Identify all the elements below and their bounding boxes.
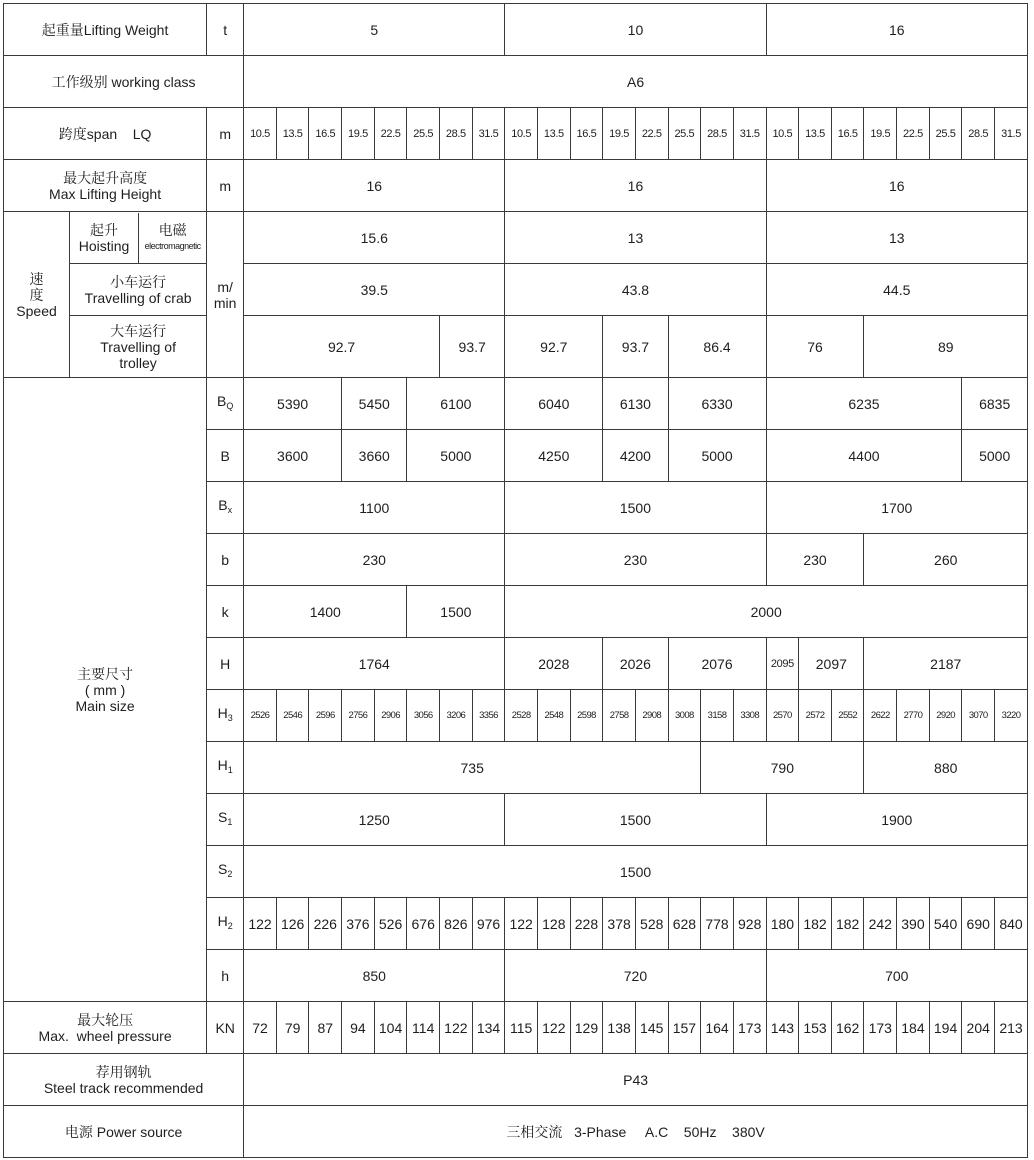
B-cell: 5000: [962, 430, 1028, 482]
span-cell: 28.5: [962, 108, 995, 160]
steel-track-label-en: Steel track recommended: [43, 1079, 204, 1096]
H2-cell: 182: [799, 898, 832, 950]
main-size-label: [4, 378, 207, 1002]
working-class-label: 工作级别 working class: [4, 56, 244, 108]
hoisting-label-cell: [70, 212, 207, 264]
row-span: [4, 108, 1028, 160]
H2-cell: 976: [472, 898, 505, 950]
H2-cell: 180: [766, 898, 799, 950]
wheel-cell: 164: [701, 1002, 734, 1054]
row-speed-hoisting: [4, 212, 1028, 264]
max-height-label-en: Max Lifting Height: [49, 185, 162, 202]
H3-cell: 3158: [701, 690, 734, 742]
crab-cell: 43.8: [505, 264, 766, 316]
trolley-label-cn: 大车运行: [110, 322, 167, 339]
wheel-cell: 122: [440, 1002, 473, 1054]
h-cell: 700: [766, 950, 1027, 1002]
power-source-label: 电源 Power source: [4, 1106, 244, 1158]
row-power-source: [4, 1106, 1028, 1158]
H1-symbol-main: H: [217, 757, 228, 773]
span-cell: 13.5: [537, 108, 570, 160]
steel-track-label: [4, 1054, 244, 1106]
Bx-symbol-main: B: [218, 497, 228, 513]
wheel-cell: 153: [799, 1002, 832, 1054]
wheel-cell: 122: [537, 1002, 570, 1054]
span-cell: 25.5: [407, 108, 440, 160]
row-steel-track: [4, 1054, 1028, 1106]
H3-symbol: [207, 690, 244, 742]
span-cell: 10.5: [505, 108, 538, 160]
span-cell: 25.5: [929, 108, 962, 160]
wheel-cell: 72: [244, 1002, 277, 1054]
H2-cell: 126: [276, 898, 309, 950]
crab-label: [70, 264, 207, 316]
H2-cell: 128: [537, 898, 570, 950]
main-size-label-mm: ( mm ): [84, 681, 126, 698]
H2-cell: 690: [962, 898, 995, 950]
H-cell: 2097: [799, 638, 864, 690]
H3-cell: 2570: [766, 690, 799, 742]
wheel-pressure-label-en: Max. wheel pressure: [38, 1027, 172, 1044]
h-cell: 720: [505, 950, 766, 1002]
row-BQ: [4, 378, 1028, 430]
wheel-cell: 184: [897, 1002, 930, 1054]
wheel-cell: 173: [733, 1002, 766, 1054]
b-cell: 260: [864, 534, 1028, 586]
wheel-cell: 173: [864, 1002, 897, 1054]
H3-cell: 2548: [537, 690, 570, 742]
trolley-label: [70, 316, 207, 378]
BQ-cell: 6835: [962, 378, 1028, 430]
H3-cell: 3056: [407, 690, 440, 742]
trolley-cell: 93.7: [603, 316, 668, 378]
wheel-cell: 145: [635, 1002, 668, 1054]
span-cell: 19.5: [603, 108, 636, 160]
BQ-symbol-sub: Q: [226, 401, 234, 411]
H1-cell: 880: [864, 742, 1028, 794]
span-cell: 28.5: [701, 108, 734, 160]
b-cell: 230: [766, 534, 864, 586]
power-source-value: 三相交流 3-Phase A.C 50Hz 380V: [244, 1106, 1028, 1158]
B-cell: 4400: [766, 430, 962, 482]
span-cell: 22.5: [374, 108, 407, 160]
H3-cell: 3308: [733, 690, 766, 742]
electromagnetic-label: [139, 213, 206, 263]
BQ-cell: 6235: [766, 378, 962, 430]
H3-cell: 2758: [603, 690, 636, 742]
H2-cell: 928: [733, 898, 766, 950]
S2-symbol-main: S: [217, 861, 228, 877]
h-cell: 850: [244, 950, 505, 1002]
max-height-label: [4, 160, 207, 212]
wheel-cell: 213: [995, 1002, 1028, 1054]
B-cell: 4200: [603, 430, 668, 482]
Bx-symbol-sub: x: [227, 505, 233, 515]
trolley-cell: 93.7: [440, 316, 505, 378]
S1-cell: 1500: [505, 794, 766, 846]
wheel-cell: 138: [603, 1002, 636, 1054]
row-lifting-weight: [4, 4, 1028, 56]
BQ-cell: 6100: [407, 378, 505, 430]
H2-cell: 528: [635, 898, 668, 950]
H3-cell: 2552: [831, 690, 864, 742]
speed-label-en: Speed: [16, 302, 57, 319]
crab-cell: 44.5: [766, 264, 1027, 316]
B-cell: 3660: [342, 430, 407, 482]
H3-cell: 2622: [864, 690, 897, 742]
trolley-cell: 92.7: [505, 316, 603, 378]
H3-cell: 2596: [309, 690, 342, 742]
H-cell: 2026: [603, 638, 668, 690]
H2-cell: 826: [440, 898, 473, 950]
H1-cell: 790: [701, 742, 864, 794]
B-cell: 5000: [668, 430, 766, 482]
H3-cell: 2598: [570, 690, 603, 742]
max-height-cell: 16: [244, 160, 505, 212]
H3-cell: 2528: [505, 690, 538, 742]
H2-cell: 840: [995, 898, 1028, 950]
b-symbol: b: [207, 534, 244, 586]
H2-symbol-main: H: [217, 913, 228, 929]
crab-label-cn: 小车运行: [110, 273, 167, 290]
Bx-cell: 1500: [505, 482, 766, 534]
H2-cell: 526: [374, 898, 407, 950]
H2-cell: 228: [570, 898, 603, 950]
main-size-label-cn: 主要尺寸: [77, 665, 134, 682]
span-cell: 31.5: [733, 108, 766, 160]
k-cell: 1400: [244, 586, 407, 638]
weight-cell: 10: [505, 4, 766, 56]
H-cell: 2028: [505, 638, 603, 690]
lifting-weight-label: 起重量Lifting Weight: [4, 4, 207, 56]
b-cell: 230: [505, 534, 766, 586]
BQ-cell: 6330: [668, 378, 766, 430]
wheel-cell: 143: [766, 1002, 799, 1054]
BQ-cell: 5390: [244, 378, 342, 430]
H3-cell: 2906: [374, 690, 407, 742]
electromagnetic-label-en: electromagnetic: [144, 240, 201, 251]
hoisting-label: [70, 213, 139, 263]
wheel-pressure-unit: KN: [207, 1002, 244, 1054]
main-size-label-en: Main size: [75, 697, 135, 714]
Bx-cell: 1700: [766, 482, 1027, 534]
B-cell: 5000: [407, 430, 505, 482]
H2-cell: 122: [244, 898, 277, 950]
H3-symbol-sub: 3: [227, 713, 233, 723]
S1-symbol-main: S: [217, 809, 228, 825]
wheel-cell: 194: [929, 1002, 962, 1054]
row-speed-trolley: [4, 316, 1028, 378]
span-cell: 22.5: [897, 108, 930, 160]
H2-symbol-sub: 2: [227, 921, 233, 931]
trolley-label-en2: trolley: [119, 354, 157, 371]
wheel-cell: 129: [570, 1002, 603, 1054]
wheel-cell: 79: [276, 1002, 309, 1054]
BQ-cell: 6130: [603, 378, 668, 430]
hoisting-cell: 13: [505, 212, 766, 264]
span-cell: 19.5: [342, 108, 375, 160]
wheel-pressure-label-cn: 最大轮压: [77, 1011, 134, 1028]
speed-unit-line2: min: [213, 294, 237, 311]
speed-label-cn: 速: [29, 270, 44, 287]
span-cell: 16.5: [570, 108, 603, 160]
working-class-value: A6: [244, 56, 1028, 108]
H2-cell: 378: [603, 898, 636, 950]
H2-cell: 182: [831, 898, 864, 950]
wheel-cell: 104: [374, 1002, 407, 1054]
max-height-unit: m: [207, 160, 244, 212]
span-cell: 10.5: [244, 108, 277, 160]
H3-cell: 3008: [668, 690, 701, 742]
span-cell: 16.5: [309, 108, 342, 160]
H-cell: 2187: [864, 638, 1028, 690]
S2-cell: 1500: [244, 846, 1028, 898]
H2-cell: 390: [897, 898, 930, 950]
S1-cell: 1900: [766, 794, 1027, 846]
wheel-cell: 115: [505, 1002, 538, 1054]
H-cell: 1764: [244, 638, 505, 690]
S1-symbol: [207, 794, 244, 846]
wheel-pressure-label: [4, 1002, 207, 1054]
steel-track-label-cn: 荐用钢轨: [95, 1063, 152, 1080]
span-cell: 28.5: [440, 108, 473, 160]
span-cell: 22.5: [635, 108, 668, 160]
trolley-cell: 86.4: [668, 316, 766, 378]
wheel-cell: 87: [309, 1002, 342, 1054]
max-height-label-cn: 最大起升高度: [63, 169, 148, 186]
speed-unit: [207, 212, 244, 378]
H2-cell: 778: [701, 898, 734, 950]
BQ-symbol-main: B: [216, 393, 227, 409]
span-cell: 13.5: [799, 108, 832, 160]
H3-cell: 2756: [342, 690, 375, 742]
H3-cell: 3220: [995, 690, 1028, 742]
wheel-cell: 114: [407, 1002, 440, 1054]
h-symbol: h: [207, 950, 244, 1002]
S1-cell: 1250: [244, 794, 505, 846]
BQ-symbol: [207, 378, 244, 430]
span-label: 跨度span LQ: [4, 108, 207, 160]
B-symbol: B: [207, 430, 244, 482]
wheel-cell: 204: [962, 1002, 995, 1054]
hoisting-cell: 13: [766, 212, 1027, 264]
H3-cell: 3356: [472, 690, 505, 742]
BQ-cell: 6040: [505, 378, 603, 430]
k-cell: 2000: [505, 586, 1028, 638]
trolley-cell: 92.7: [244, 316, 440, 378]
wheel-cell: 162: [831, 1002, 864, 1054]
hoisting-label-en: Hoisting: [78, 237, 130, 254]
Bx-symbol: [207, 482, 244, 534]
weight-cell: 16: [766, 4, 1027, 56]
crab-label-en: Travelling of crab: [84, 289, 192, 306]
span-cell: 25.5: [668, 108, 701, 160]
electromagnetic-label-cn: 电磁: [158, 221, 187, 238]
H-cell: 2076: [668, 638, 766, 690]
H3-cell: 3070: [962, 690, 995, 742]
span-cell: 31.5: [472, 108, 505, 160]
speed-unit-line1: m/: [217, 278, 233, 295]
row-wheel-pressure: [4, 1002, 1028, 1054]
H3-cell: 2920: [929, 690, 962, 742]
weight-cell: 5: [244, 4, 505, 56]
trolley-label-en1: Travelling of: [100, 338, 176, 355]
H1-symbol-sub: 1: [227, 765, 233, 775]
BQ-cell: 5450: [342, 378, 407, 430]
H2-cell: 226: [309, 898, 342, 950]
hoisting-cell: 15.6: [244, 212, 505, 264]
H3-cell: 3206: [440, 690, 473, 742]
span-cell: 13.5: [276, 108, 309, 160]
H3-cell: 2526: [244, 690, 277, 742]
H2-cell: 628: [668, 898, 701, 950]
row-max-height: [4, 160, 1028, 212]
span-cell: 19.5: [864, 108, 897, 160]
speed-label: [4, 212, 70, 378]
H3-cell: 2908: [635, 690, 668, 742]
H2-cell: 122: [505, 898, 538, 950]
H3-cell: 2546: [276, 690, 309, 742]
S2-symbol-sub: 2: [227, 869, 233, 879]
k-symbol: k: [207, 586, 244, 638]
S2-symbol: [207, 846, 244, 898]
B-cell: 3600: [244, 430, 342, 482]
H-cell: 2095: [766, 638, 799, 690]
crane-spec-table: [3, 3, 1028, 1158]
H2-cell: 376: [342, 898, 375, 950]
H2-cell: 242: [864, 898, 897, 950]
wheel-cell: 94: [342, 1002, 375, 1054]
H2-cell: 676: [407, 898, 440, 950]
crab-cell: 39.5: [244, 264, 505, 316]
H3-cell: 2770: [897, 690, 930, 742]
Bx-cell: 1100: [244, 482, 505, 534]
span-cell: 31.5: [995, 108, 1028, 160]
H2-cell: 540: [929, 898, 962, 950]
hoisting-label-cn: 起升: [90, 221, 119, 238]
row-working-class: [4, 56, 1028, 108]
k-cell: 1500: [407, 586, 505, 638]
span-cell: 10.5: [766, 108, 799, 160]
wheel-cell: 157: [668, 1002, 701, 1054]
wheel-cell: 134: [472, 1002, 505, 1054]
H2-symbol: [207, 898, 244, 950]
trolley-cell: 76: [766, 316, 864, 378]
max-height-cell: 16: [505, 160, 766, 212]
B-cell: 4250: [505, 430, 603, 482]
speed-label-cn2: 度: [29, 286, 44, 303]
max-height-cell: 16: [766, 160, 1027, 212]
H3-symbol-main: H: [217, 705, 228, 721]
lifting-weight-unit: t: [207, 4, 244, 56]
H-symbol: H: [207, 638, 244, 690]
trolley-cell: 89: [864, 316, 1028, 378]
row-speed-crab: [4, 264, 1028, 316]
span-unit: m: [207, 108, 244, 160]
b-cell: 230: [244, 534, 505, 586]
span-cell: 16.5: [831, 108, 864, 160]
H3-cell: 2572: [799, 690, 832, 742]
H1-cell: 735: [244, 742, 701, 794]
H1-symbol: [207, 742, 244, 794]
steel-track-value: P43: [244, 1054, 1028, 1106]
S1-symbol-sub: 1: [227, 817, 233, 827]
